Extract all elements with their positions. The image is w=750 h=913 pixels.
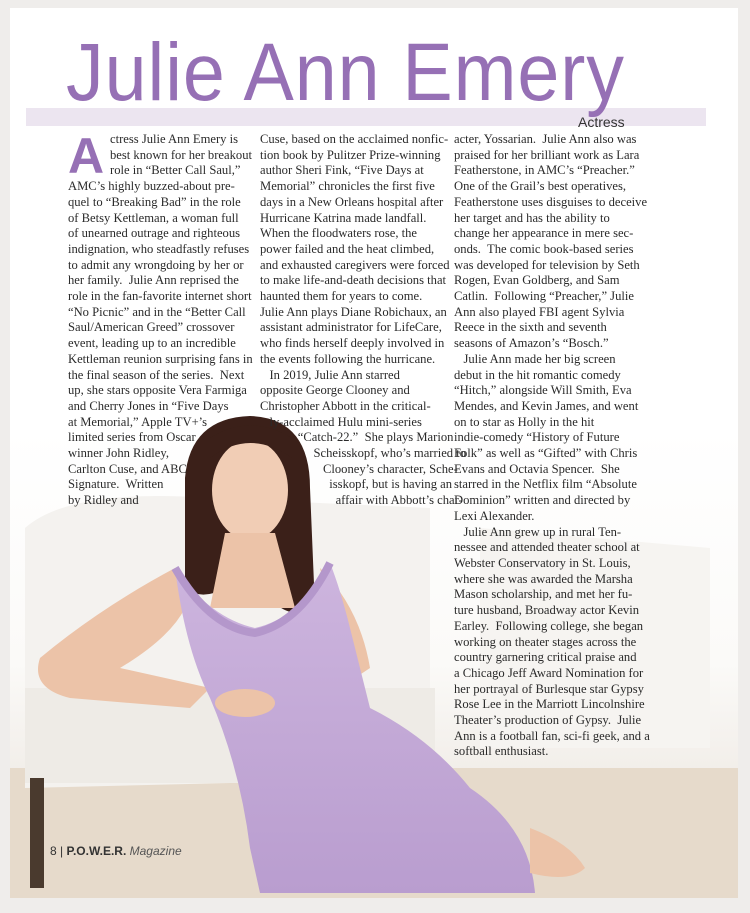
article-line: Catlin. Following “Preacher,” Julie — [454, 289, 634, 304]
article-line: “No Picnic” and in the “Better Call — [68, 304, 246, 319]
article-line: debut in the hit romantic comedy — [454, 367, 621, 382]
magazine-page — [10, 8, 738, 898]
article-line: up, she stars opposite Vera Farmiga — [68, 383, 247, 398]
article-line: Julie Ann made her big screen — [454, 351, 616, 366]
article-line: Kettleman reunion surprising fans in — [68, 351, 253, 366]
article-line: change her appearance in mere sec- — [454, 226, 634, 241]
article-line: ctress Julie Ann Emery is — [110, 132, 239, 146]
article-line: Clooney’s character, Sche- — [260, 461, 458, 476]
article-line: Featherstone, in AMC’s “Preacher.” — [454, 163, 635, 178]
article-line: who finds herself deeply involved in — [260, 336, 445, 351]
article-line: to admit any wrongdoing by her or — [68, 257, 244, 272]
article-line: nessee and attended theater school at — [454, 540, 640, 555]
article-line: best known for her breakout — [110, 147, 252, 162]
article-line: Christopher Abbott in the critical- — [260, 398, 431, 413]
article-line: the final season of the series. Next — [68, 367, 245, 382]
article-line: author Sheri Fink, “Five Days at — [260, 163, 424, 178]
article-line: her portrayal of Burlesque star Gypsy — [454, 681, 644, 696]
article-line: Reece in the sixth and seventh — [454, 320, 607, 335]
article-column-2 — [260, 132, 466, 509]
article-line: assistant administrator for LifeCare, — [260, 320, 442, 335]
article-line: Saul/American Greed” crossover — [68, 320, 235, 335]
article-line: Folk” as well as “Gifted” with Chris — [454, 446, 638, 461]
article-line: Lexi Alexander. — [454, 508, 535, 523]
article-line: Julie Ann grew up in rural Ten- — [454, 524, 622, 539]
article-line: role in the fan-favorite internet short — [68, 289, 252, 304]
article-line: where she was awarded the Marsha — [454, 571, 633, 586]
article-line: the events following the hurricane. — [260, 351, 436, 366]
article-line: Featherstone uses disguises to deceive — [454, 194, 648, 209]
article-line: was developed for television by Seth — [454, 257, 640, 272]
publication-suffix: Magazine — [129, 844, 182, 858]
article-line: haunted them for years to come. — [260, 289, 423, 304]
article-line: When the floodwaters rose, the — [260, 226, 418, 241]
article-column-1 — [68, 128, 253, 509]
article-line: event, leading up to an incredible — [68, 336, 236, 351]
article-line: Signature. Written — [68, 477, 164, 492]
article-line: Scheisskopf, who’s married to — [260, 446, 467, 461]
article-line: on to star as Holly in the hit — [454, 414, 595, 429]
article-line: starred in the Netflix film “Absolute — [454, 477, 637, 492]
article-line: Cuse, based on the acclaimed nonfic- — [260, 132, 449, 146]
article-line: and exhausted caregivers were forced — [260, 257, 450, 272]
article-line: One of the Grail’s best operatives, — [454, 179, 627, 194]
article-line: indie-comedy “History of Future — [454, 430, 620, 445]
article-line: quel to “Breaking Bad” in the role — [68, 194, 241, 209]
article-line: at Memorial,” Apple TV+’s — [68, 414, 208, 429]
article-line: praised for her brilliant work as Lara — [454, 147, 640, 162]
page-footer — [50, 844, 182, 858]
article-line: ture husband, Broadway actor Kevin — [454, 603, 640, 618]
article-line: ly-acclaimed Hulu mini-series — [260, 414, 422, 429]
article-line: AMC’s highly buzzed-about pre- — [68, 179, 235, 194]
article-line: her family. Julie Ann reprised the — [68, 273, 239, 288]
article-line: softball enthusiast. — [454, 744, 549, 759]
article-line: “Catch-22.” She plays Marion — [260, 430, 454, 445]
subtitle-role: Actress — [578, 114, 625, 130]
footer-separator: | — [60, 844, 64, 858]
article-line: role in “Better Call Saul,” — [110, 163, 241, 178]
article-line: country garnering critical praise and — [454, 650, 637, 665]
article-line: days in a New Orleans hospital after — [260, 194, 444, 209]
article-line: Evans and Octavia Spencer. She — [454, 461, 620, 476]
article-line: Julie Ann plays Diane Robichaux, an — [260, 304, 447, 319]
article-line: Ann also played FBI agent Sylvia — [454, 304, 625, 319]
article-line: and Cherry Jones in “Five Days — [68, 398, 229, 413]
article-line: acter, Yossarian. Julie Ann also was — [454, 132, 637, 146]
article-line: Memorial” chronicles the first five — [260, 179, 435, 194]
article-line: Earley. Following college, she began — [454, 618, 644, 633]
article-line: Dominion” written and directed by — [454, 493, 631, 508]
article-line: Rose Lee in the Marriott Lincolnshire — [454, 697, 645, 712]
article-line: Hurricane Katrina made landfall. — [260, 210, 427, 225]
article-line: onds. The comic book-based series — [454, 241, 634, 256]
drop-cap: A — [68, 128, 105, 184]
article-line: In 2019, Julie Ann starred — [260, 367, 400, 382]
article-line: tion book by Pulitzer Prize-winning — [260, 147, 441, 162]
article-line: Webster Conservatory in St. Louis, — [454, 555, 631, 570]
article-line: Mason scholarship, and met her fu- — [454, 587, 633, 602]
article-line: working on theater stages across the — [454, 634, 637, 649]
article-line: her target and has the ability to — [454, 210, 610, 225]
article-line: Theater’s production of Gypsy. Julie — [454, 713, 642, 728]
article-line: limited series from Oscar — [68, 430, 196, 445]
article-line: “Hitch,” alongside Will Smith, Eva — [454, 383, 632, 398]
publication-name: P.O.W.E.R. — [66, 844, 127, 858]
article-line: isskopf, but is having an — [260, 477, 453, 492]
page-title: Julie Ann Emery — [66, 27, 625, 118]
article-line: Carlton Cuse, and ABC — [68, 461, 187, 476]
article-line: seasons of Amazon’s “Bosch.” — [454, 336, 609, 351]
article-line: winner John Ridley, — [68, 446, 169, 461]
article-line: Rogen, Evan Goldberg, and Sam — [454, 273, 620, 288]
article-line: to make life-and-death decisions that — [260, 273, 447, 288]
article-line: by Ridley and — [68, 493, 139, 508]
article-line: a Chicago Jeff Award Nomination for — [454, 665, 644, 680]
article-line: Mendes, and Kevin James, and went — [454, 398, 639, 413]
article-line: power failed and the heat climbed, — [260, 241, 435, 256]
article-line: indignation, who steadfastly refuses — [68, 241, 250, 256]
article-line: of unearned outrage and righteous — [68, 226, 241, 241]
article-line: Ann is a football fan, sci-fi geek, and a — [454, 728, 650, 743]
article-line: of Betsy Kettleman, a woman full — [68, 210, 239, 225]
article-column-3 — [454, 132, 650, 760]
article-line: opposite George Clooney and — [260, 383, 410, 398]
article-line: affair with Abbott’s char- — [260, 493, 463, 508]
page-number: 8 — [50, 844, 57, 858]
